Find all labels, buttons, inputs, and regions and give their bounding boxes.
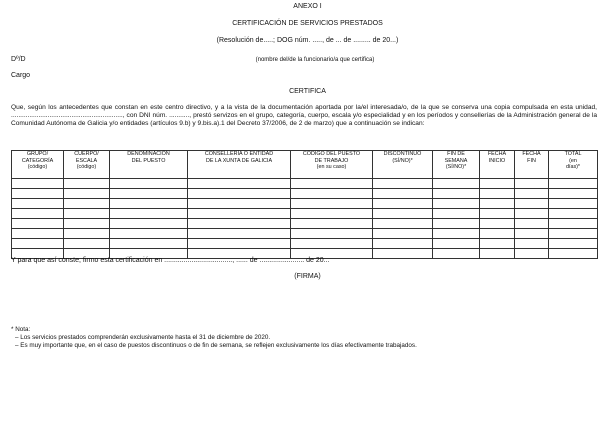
name-hint: (nombre del/de la funcionario/a que certifica) — [255, 57, 375, 63]
column-header — [515, 151, 549, 179]
table-cell — [433, 209, 480, 219]
column-header — [12, 151, 64, 179]
column-header — [549, 151, 598, 179]
column-header — [64, 151, 110, 179]
table-cell — [64, 209, 110, 219]
table-row — [12, 179, 598, 189]
column-header-line: TOTAL — [564, 151, 582, 157]
table-cell — [188, 239, 291, 249]
table-cell — [515, 219, 549, 229]
table-cell — [12, 209, 64, 219]
column-header-line: FECHA — [522, 151, 541, 157]
table-cell — [110, 209, 188, 219]
table-cell — [12, 179, 64, 189]
column-header — [188, 151, 291, 179]
table-cell — [549, 239, 598, 249]
table-cell — [515, 189, 549, 199]
table-cell — [373, 179, 433, 189]
column-header — [110, 151, 188, 179]
certification-paragraph: Que, según los antecedentes que constan en este centro directivo, y a la vista de la documentación aportada por la/el interesada/o, de la que se conserva una copia compulsada en esta unidad, ............................................................., con DNI núm. ..........., prestó servizos en el grupo, categoría, cuerpo, escala y/o especialidad y en los períodos y consellerías de la Administración general de la Comunidad Autónoma de Galicia y/o entidades (artículos 9.b) y 9.bis.a).1 del Decreto 37/2006, de 2 de marzo) que a continuación se indican: — [11, 104, 597, 127]
column-header-line: DEL PUESTO — [131, 157, 166, 164]
table-cell — [188, 179, 291, 189]
table-cell — [480, 199, 515, 209]
table-cell — [433, 189, 480, 199]
table-cell — [110, 239, 188, 249]
table-cell — [549, 199, 598, 209]
notes-section — [11, 326, 417, 350]
table-cell — [480, 249, 515, 259]
annex-title: ANEXO I — [293, 3, 322, 10]
table-cell — [12, 239, 64, 249]
table-cell — [480, 229, 515, 239]
column-header-line: (en — [569, 157, 577, 164]
table-cell — [188, 229, 291, 239]
table-cell — [433, 179, 480, 189]
column-header-line: DENOMINACIÓN — [127, 151, 170, 157]
column-header — [373, 151, 433, 179]
column-header — [433, 151, 480, 179]
column-header-line: CUERPO/ — [74, 151, 99, 157]
signature-placeholder: (FIRMA) — [294, 273, 321, 280]
table-cell — [188, 209, 291, 219]
column-header-line: FECHA — [487, 151, 507, 157]
note-item: – Es muy importante que, en el caso de puestos discontinuos o de fin de semana, se reflejen exclusivamente los días efectivamente trabajados. — [15, 342, 417, 349]
table-cell — [64, 189, 110, 199]
table-cell — [12, 229, 64, 239]
column-header-line: FIN DE — [447, 151, 465, 157]
column-header-line: GRUPO/ — [26, 151, 49, 157]
column-header-line: SEMANA — [444, 157, 468, 164]
table-cell — [515, 199, 549, 209]
table-cell — [515, 239, 549, 249]
notes-title: * Nota: — [11, 326, 31, 333]
column-header-line: días)* — [565, 164, 581, 171]
column-header-line: INICIO — [488, 157, 506, 164]
table-row — [12, 189, 598, 199]
table-cell — [188, 199, 291, 209]
table-cell — [433, 229, 480, 239]
column-header-line: (código) — [76, 164, 97, 171]
table-cell — [110, 179, 188, 189]
table-cell — [480, 179, 515, 189]
table-cell — [480, 239, 515, 249]
table-cell — [291, 229, 373, 239]
column-header-line: CONSELLERÍA O ENTIDAD — [204, 151, 274, 157]
table-cell — [110, 199, 188, 209]
table-row — [12, 209, 598, 219]
table-cell — [291, 219, 373, 229]
table-header-row — [12, 151, 598, 179]
column-header-line: (en su caso) — [316, 164, 347, 171]
table-cell — [549, 189, 598, 199]
column-header-line: FIN — [527, 157, 536, 164]
column-header — [291, 151, 373, 179]
table-row — [12, 239, 598, 249]
table-cell — [373, 249, 433, 259]
table-cell — [433, 239, 480, 249]
table-cell — [373, 229, 433, 239]
table-cell — [433, 199, 480, 209]
name-label: Dº/D — [11, 56, 26, 63]
table-cell — [291, 199, 373, 209]
table-cell — [373, 209, 433, 219]
certifica-heading: CERTIFICA — [289, 88, 326, 95]
column-header — [480, 151, 515, 179]
table-cell — [373, 189, 433, 199]
column-header-line: (SÍ/NO)* — [445, 164, 467, 171]
table-cell — [291, 239, 373, 249]
column-header-line: CATEGORÍA — [21, 157, 54, 164]
table-cell — [12, 189, 64, 199]
table-cell — [515, 249, 549, 259]
table-cell — [515, 209, 549, 219]
table-cell — [480, 219, 515, 229]
column-header-line: DISCONTINUO — [383, 151, 422, 157]
column-header-line: (SÍ/NO)* — [392, 157, 413, 164]
table-row — [12, 229, 598, 239]
table-cell — [373, 239, 433, 249]
table-cell — [291, 179, 373, 189]
table-cell — [549, 219, 598, 229]
table-cell — [549, 249, 598, 259]
table-cell — [480, 209, 515, 219]
table-cell — [12, 219, 64, 229]
column-header-line: DE LA XUNTA DE GALICIA — [205, 157, 273, 164]
table-cell — [110, 219, 188, 229]
column-header-line: (código) — [27, 164, 48, 171]
table-cell — [12, 199, 64, 209]
table-cell — [515, 179, 549, 189]
table-cell — [110, 189, 188, 199]
column-header-line: CÓDIGO DEL PUESTO — [302, 151, 361, 157]
table-cell — [64, 199, 110, 209]
table-cell — [64, 239, 110, 249]
position-label: Cargo — [11, 72, 31, 79]
table-cell — [188, 219, 291, 229]
services-table — [11, 150, 598, 259]
table-cell — [480, 189, 515, 199]
table-cell — [373, 219, 433, 229]
table-cell — [291, 209, 373, 219]
table-cell — [549, 179, 598, 189]
table-cell — [64, 229, 110, 239]
table-cell — [110, 229, 188, 239]
note-item: – Los servicios prestados comprenderán exclusivamente hasta el 31 de diciembre de 2020. — [15, 334, 271, 341]
column-header-line: DE TRABAJO — [314, 157, 349, 164]
column-header-line: ESCALA — [75, 157, 98, 164]
table-cell — [433, 249, 480, 259]
closing-statement: Y para que así conste, firmo esta certificación en ..................................., ...... de ....................... de 20... — [11, 257, 330, 264]
table-cell — [549, 229, 598, 239]
table-cell — [291, 189, 373, 199]
document-title: CERTIFICACIÓN DE SERVICIOS PRESTADOS — [232, 20, 383, 27]
table-cell — [64, 179, 110, 189]
table-cell — [188, 189, 291, 199]
resolution-reference: (Resolución de.....; DOG núm. ....., de ... de ......... de 20...) — [216, 37, 399, 44]
table-cell — [515, 229, 549, 239]
table-cell — [549, 209, 598, 219]
table-cell — [64, 219, 110, 229]
table-cell — [373, 199, 433, 209]
table-cell — [433, 219, 480, 229]
table-row — [12, 219, 598, 229]
table-row — [12, 199, 598, 209]
